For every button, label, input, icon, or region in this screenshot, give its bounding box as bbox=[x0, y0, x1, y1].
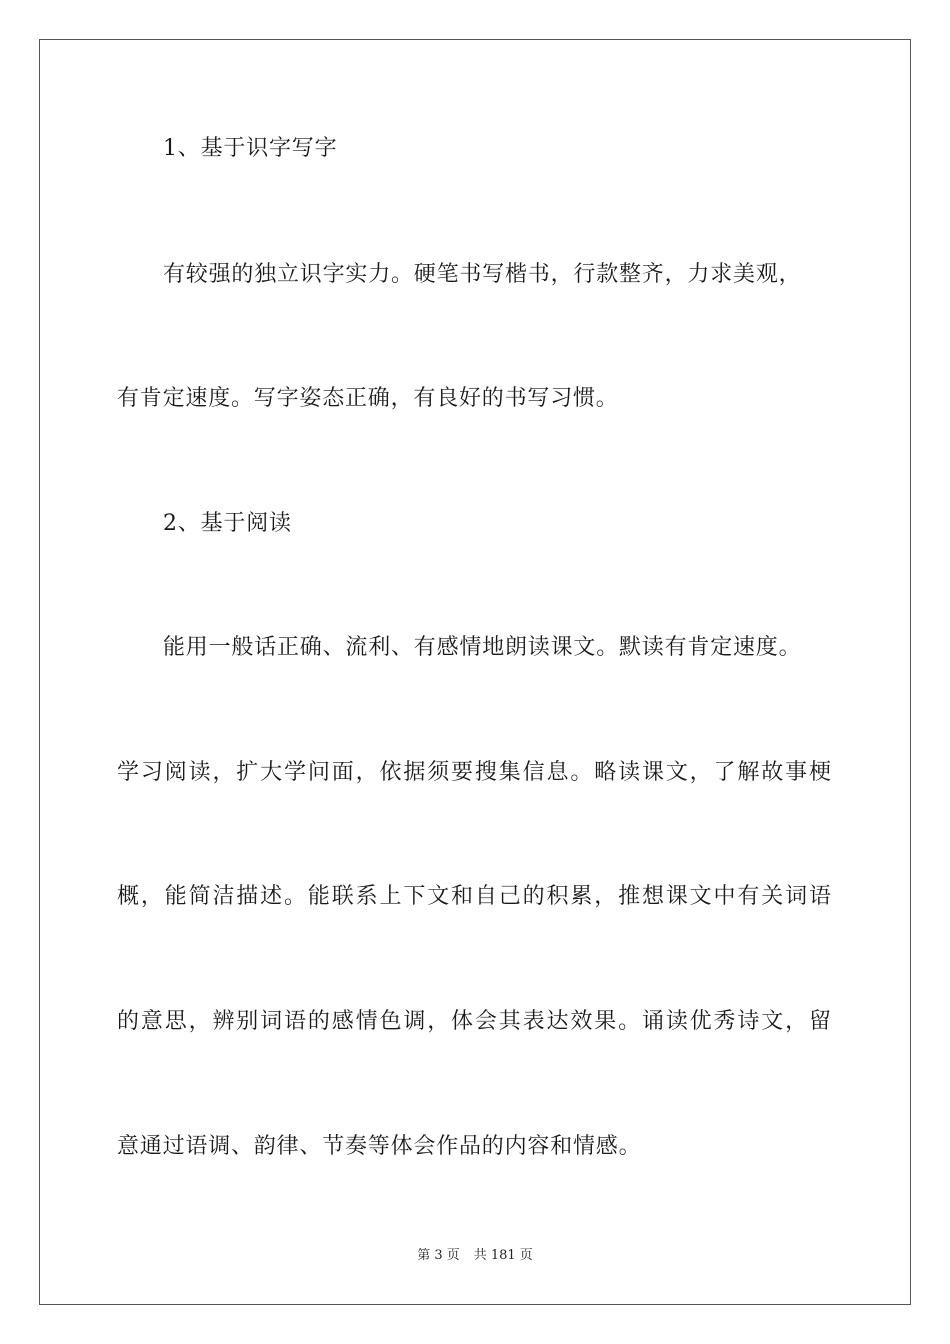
section-heading-literacy: 1、基于识字写字 bbox=[163, 136, 338, 161]
section-heading-reading: 2、基于阅读 bbox=[163, 511, 292, 536]
paragraph-line: 概，能简洁描述。能联系上下文和自己的积累，推想课文中有关词语 bbox=[117, 884, 831, 909]
paragraph-line: 的意思，辨别词语的感情色调，体会其表达效果。诵读优秀诗文，留 bbox=[117, 1009, 831, 1034]
paragraph-line: 能用一般话正确、流利、有感情地朗读课文。默读有肯定速度。 bbox=[163, 635, 802, 660]
paragraph-line: 有较强的独立识字实力。硬笔书写楷书，行款整齐，力求美观， bbox=[163, 262, 802, 287]
page-number: 第 3 页 bbox=[417, 1248, 460, 1263]
page-border bbox=[39, 39, 911, 1305]
paragraph-line: 有肯定速度。写字姿态正确，有良好的书写习惯。 bbox=[117, 386, 619, 411]
paragraph-line: 意通过语调、韵律、节奏等体会作品的内容和情感。 bbox=[117, 1134, 642, 1159]
paragraph-line: 学习阅读，扩大学问面，依据须要搜集信息。略读课文，了解故事梗 bbox=[117, 760, 831, 785]
total-pages: 共 181 页 bbox=[473, 1248, 533, 1263]
page-footer bbox=[0, 1248, 950, 1264]
